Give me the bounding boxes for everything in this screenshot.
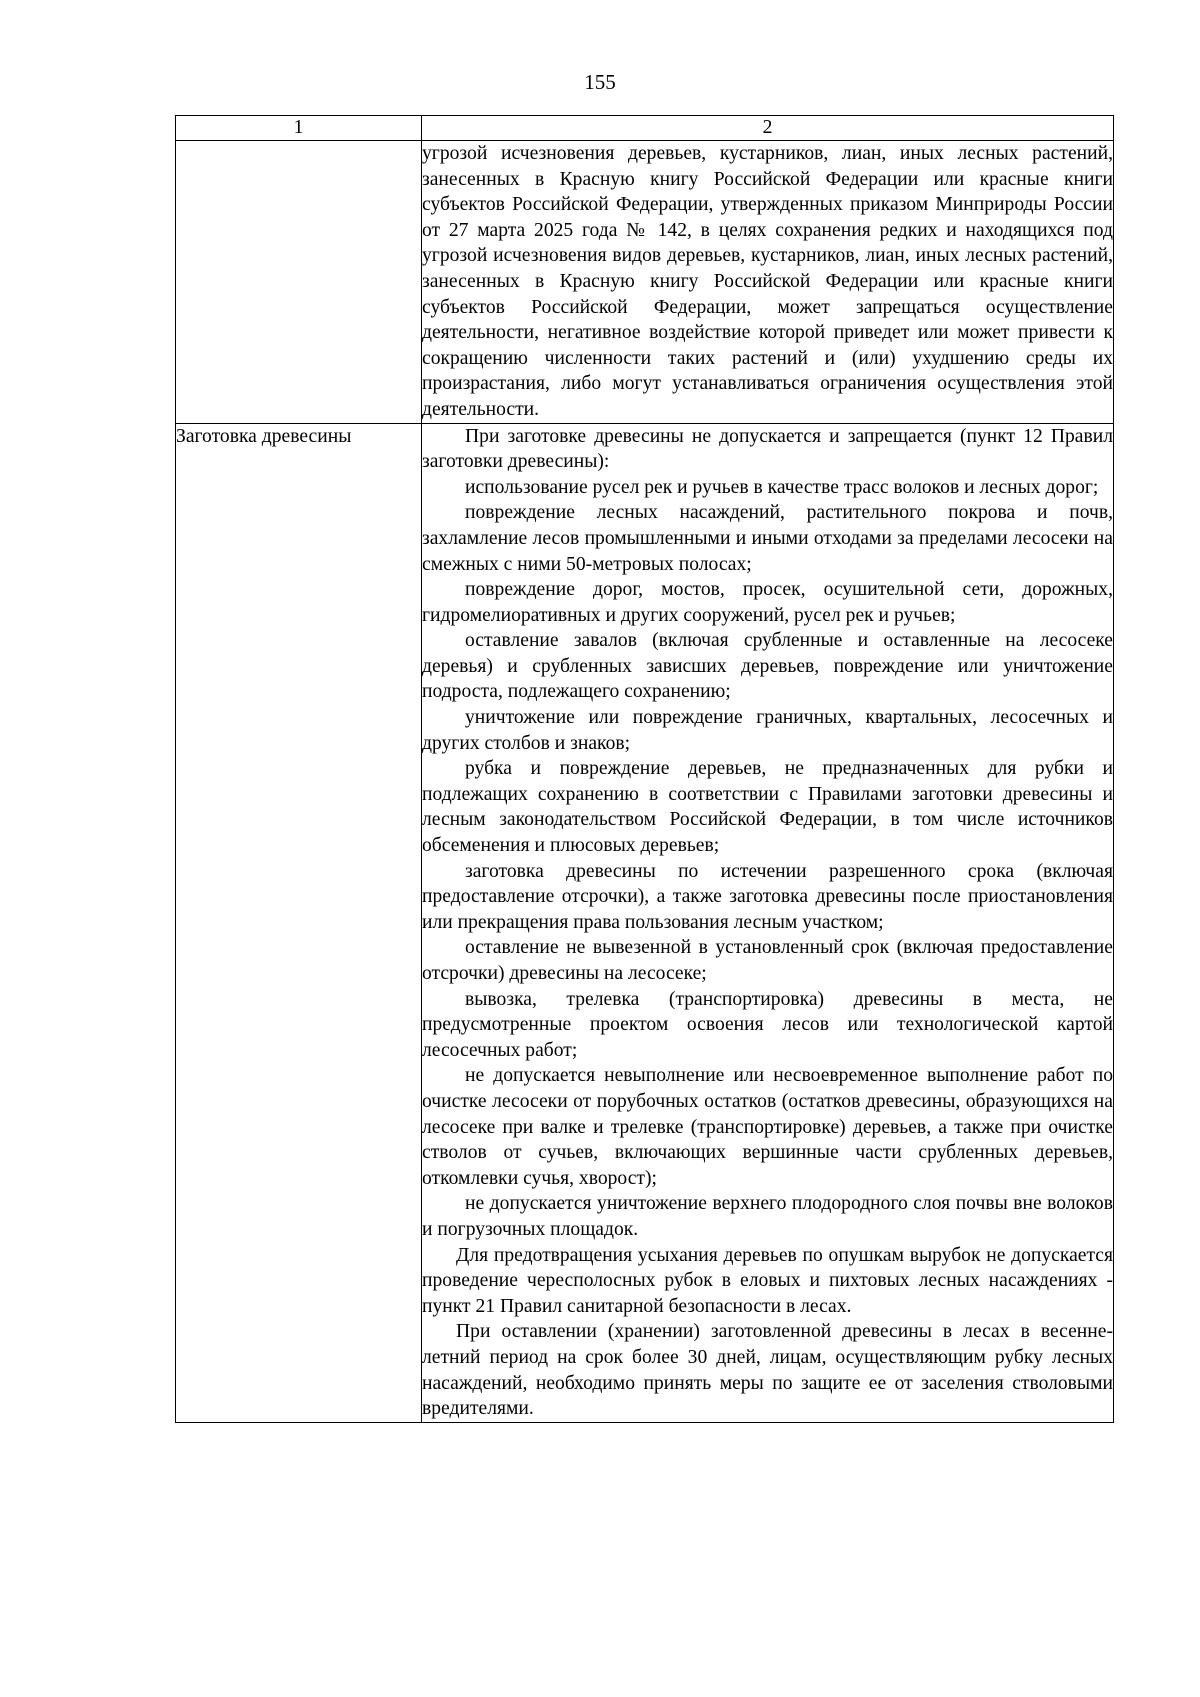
requirement-paragraph: использование русел рек и ручьев в качестве трасс волоков и лесных дорог; [465,476,1099,498]
table-header-row [176,116,1114,141]
requirement-paragraph: заготовка древесины по истечении разрешенного срока (включая предоставление отсрочки), а также заготовка древесины после приостановления или прекращения права пользования лесным участком; [422,860,1113,933]
requirement-paragraph: Для предотвращения усыхания деревьев по опушкам вырубок не допускается проведение чересполосных рубок в еловых и пихтовых лесных насаждениях - пункт 21 Правил санитарной безопасности в лесах. [422,1244,1113,1317]
requirement-paragraph: рубка и повреждение деревьев, не предназначенных для рубки и подлежащих сохранению в соответствии с Правилами заготовки древесины и лесным законодательством Российской Федерации, в том числе источников обсеменения и плюсовых деревьев; [422,758,1113,857]
regulation-table [175,115,1114,1423]
activity-cell: Заготовка древесины [176,423,422,1422]
requirement-paragraph: При оставлении (хранении) заготовленной древесины в лесах в весенне-летний период на срок более 30 дней, лицам, осуществляющим рубку лесных насаждений, необходимо принять меры по защите ее от заселения стволовыми вредителями. [422,1321,1113,1420]
requirement-paragraph: не допускается уничтожение верхнего плодородного слоя почвы вне волоков и погрузочных площадок. [422,1193,1113,1240]
requirement-paragraph: угрозой исчезновения деревьев, кустарников, лиан, иных лесных растений, занесенных в Красную книгу Российской Федерации или красные книги субъектов Российской Федерации, утвержденных приказом Минприроды России от 27 марта 2025 года № 142, в целях сохранения редких и находящихся под угрозой исчезновения видов деревьев, кустарников, лиан, иных лесных растений, занесенных в Красную книгу Российской Федерации или красные книги субъектов Российской Федерации, может запрещаться осуществление деятельности, негативное воздействие которой приведет или может привести к сокращению численности таких растений и (или) ухудшению среды их произрастания, либо могут устанавливаться ограничения осуществления этой деятельности. [422,143,1113,420]
requirement-paragraph: уничтожение или повреждение граничных, квартальных, лесосечных и других столбов и знаков; [422,707,1113,754]
column-header-2: 2 [422,116,1114,141]
table-row [176,141,1114,424]
requirements-cell [422,141,1114,424]
requirement-paragraph: При заготовке древесины не допускается и запрещается (пункт 12 Правил заготовки древесины): [422,425,1113,473]
requirement-paragraph: оставление завалов (включая срубленные и оставленные на лесосеке деревья) и срубленных зависших деревьев, повреждение или уничтожение подроста, подлежащего сохранению; [422,630,1113,703]
requirement-paragraph: вывозка, трелевка (транспортировка) древесины в места, не предусмотренные проектом освоения лесов или технологической картой лесосечных работ; [422,988,1113,1061]
column-header-1: 1 [176,116,422,141]
page-number: 155 [584,70,616,94]
table-row [176,423,1114,1422]
requirement-paragraph: повреждение лесных насаждений, растительного покрова и почв, захламление лесов промышленными и иными отходами за пределами лесосеки на смежных с ними 50-метровых полосах; [422,502,1113,575]
requirements-cell [422,423,1114,1422]
requirement-paragraph: не допускается невыполнение или несвоевременное выполнение работ по очистке лесосеки от порубочных остатков (остатков древесины, образующихся на лесосеке при валке и трелевке (транспортировке) деревьев, а также при очистке стволов от сучьев, включающих вершинные части срубленных деревьев, откомлевки сучья, хворост); [422,1065,1113,1189]
requirement-paragraph: оставление не вывезенной в установленный срок (включая предоставление отсрочки) древесины на лесосеке; [422,937,1113,984]
activity-cell [176,141,422,424]
requirement-paragraph: повреждение дорог, мостов, просек, осушительной сети, дорожных, гидромелиоративных и других сооружений, русел рек и ручьев; [422,579,1113,626]
